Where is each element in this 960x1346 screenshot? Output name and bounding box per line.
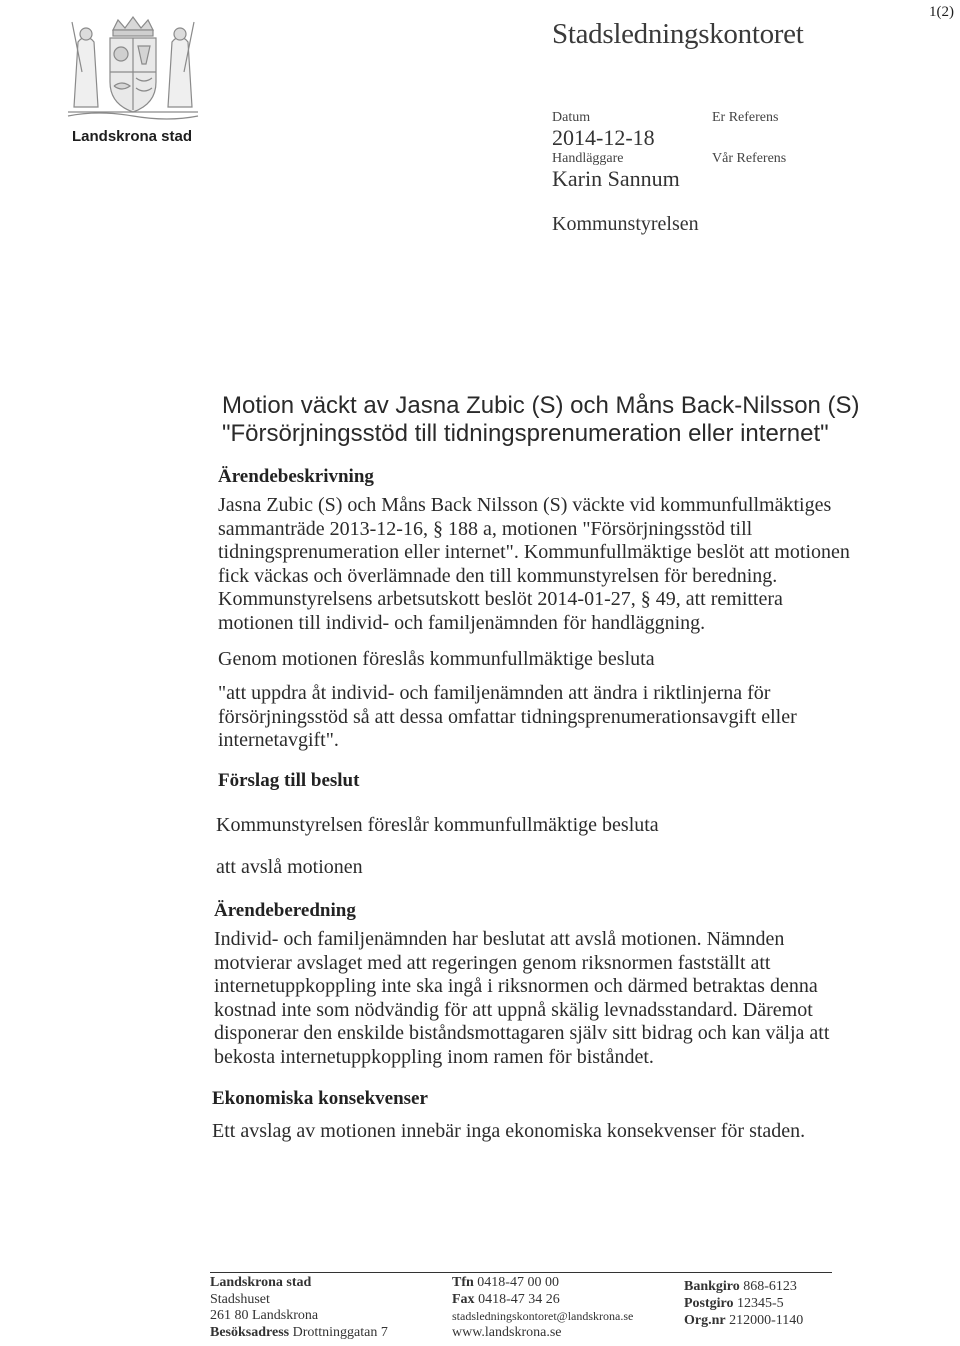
quote-line: internetavgift". bbox=[218, 729, 339, 751]
forslag-heading: Förslag till beslut bbox=[218, 770, 360, 791]
footer-postal: 261 80 Landskrona bbox=[210, 1308, 319, 1323]
handlaggare-value: Karin Sannum bbox=[552, 166, 680, 191]
footer-visit-address: Drottninggatan 7 bbox=[292, 1324, 388, 1340]
paragraph-line: Individ- och familjenämnden har beslutat att avslå motionen. Nämnden bbox=[214, 928, 785, 950]
paragraph-line: motvierar avslaget med att regeringen genom riksnormen fastställt att bbox=[214, 951, 771, 974]
footer-contact bbox=[452, 1275, 633, 1341]
forslag-line2: att avslå motionen bbox=[216, 856, 363, 878]
paragraph-line: fick väckas och överlämnade den till kommunstyrelsen för beredning. bbox=[218, 564, 778, 587]
arendeberedning-heading: Ärendeberedning bbox=[214, 900, 356, 921]
arendebeskrivning-paragraph bbox=[218, 494, 930, 635]
paragraph-line: sammanträde 2013-12-16, § 188 a, motionen "Försörjningsstöd till bbox=[218, 517, 753, 540]
footer-payment bbox=[684, 1278, 803, 1329]
footer-fax: 0418-47 34 26 bbox=[478, 1291, 560, 1307]
office-name: Stadsledningskontoret bbox=[552, 18, 804, 50]
paragraph-line: tidningsprenumeration eller internet". Kommunfullmäktige beslöt att motionen bbox=[218, 541, 850, 563]
var-referens-label: Vår Referens bbox=[712, 151, 787, 166]
er-referens-label: Er Referens bbox=[712, 110, 779, 125]
quote-line: försörjningsstöd så att dessa omfattar tidningsprenumerationsavgift eller bbox=[218, 705, 797, 728]
footer-visit-label: Besöksadress bbox=[210, 1324, 290, 1340]
handlaggare-label: Handläggare bbox=[552, 151, 624, 166]
ekonomiska-line: Ett avslag av motionen innebär inga ekonomiska konsekvenser för staden. bbox=[212, 1120, 806, 1142]
arendebeskrivning-heading: Ärendebeskrivning bbox=[218, 466, 374, 487]
motion-title-line2: "Försörjningsstöd till tidningsprenumeration eller internet" bbox=[222, 420, 829, 447]
arendeberedning-paragraph bbox=[214, 928, 930, 1069]
footer-orgnr-label: Org.nr bbox=[684, 1313, 726, 1328]
quote-line: "att uppdra åt individ- och familjenämnden att ändra i riktlinjerna för bbox=[218, 682, 771, 704]
motion-title bbox=[222, 392, 942, 448]
page-number: 1(2) bbox=[929, 4, 954, 20]
coat-of-arms-logo bbox=[58, 12, 208, 124]
footer-address bbox=[210, 1275, 388, 1341]
footer-postgiro-label: Postgiro bbox=[684, 1296, 734, 1311]
footer-divider bbox=[210, 1272, 832, 1273]
recipient: Kommunstyrelsen bbox=[552, 213, 699, 235]
footer-postgiro: 12345-5 bbox=[737, 1296, 784, 1311]
paragraph-line: motionen till individ- och familjenämnden för handläggning. bbox=[218, 611, 706, 634]
motion-title-line1: Motion väckt av Jasna Zubic (S) och Måns Back-Nilsson (S) bbox=[222, 392, 860, 419]
forslag-line1: Kommunstyrelsen föreslår kommunfullmäktige besluta bbox=[216, 814, 659, 836]
footer-bankgiro-label: Bankgiro bbox=[684, 1279, 740, 1294]
footer-bankgiro: 868-6123 bbox=[743, 1279, 797, 1294]
footer-orgnr: 212000-1140 bbox=[729, 1313, 804, 1328]
paragraph-line: disponerar den enskilde biståndsmottagaren själv sitt bidrag och kan välja att bbox=[214, 1022, 830, 1044]
ekonomiska-heading: Ekonomiska konsekvenser bbox=[212, 1088, 428, 1109]
paragraph-line: kostnad inte som nödvändig för att uppnå skälig levnadsstandard. Däremot bbox=[214, 998, 813, 1021]
footer-tfn: 0418-47 00 00 bbox=[477, 1275, 559, 1290]
organization-name: Landskrona stad bbox=[72, 128, 193, 145]
paragraph-line: internetuppkoppling inte ska ingå i riksnormen och därmed betraktas denna bbox=[214, 975, 818, 997]
footer-building: Stadshuset bbox=[210, 1291, 270, 1307]
datum-value: 2014-12-18 bbox=[552, 125, 655, 150]
genom-line: Genom motionen föreslås kommunfullmäktige besluta bbox=[218, 648, 655, 670]
quote-paragraph bbox=[218, 682, 930, 753]
footer-org-name: Landskrona stad bbox=[210, 1275, 312, 1290]
paragraph-line: Kommunstyrelsens arbetsutskott beslöt 2014-01-27, § 49, att remittera bbox=[218, 588, 783, 610]
paragraph-line: bekosta internetuppkoppling inom ramen för biståndet. bbox=[214, 1045, 654, 1068]
datum-label: Datum bbox=[552, 110, 591, 125]
paragraph-line: Jasna Zubic (S) och Måns Back Nilsson (S) väckte vid kommunfullmäktiges bbox=[218, 494, 832, 516]
footer-web: www.landskrona.se bbox=[452, 1324, 562, 1340]
footer-email: stadsledningskontoret@landskrona.se bbox=[452, 1309, 634, 1323]
footer-fax-label: Fax bbox=[452, 1291, 475, 1307]
footer-tfn-label: Tfn bbox=[452, 1275, 474, 1290]
